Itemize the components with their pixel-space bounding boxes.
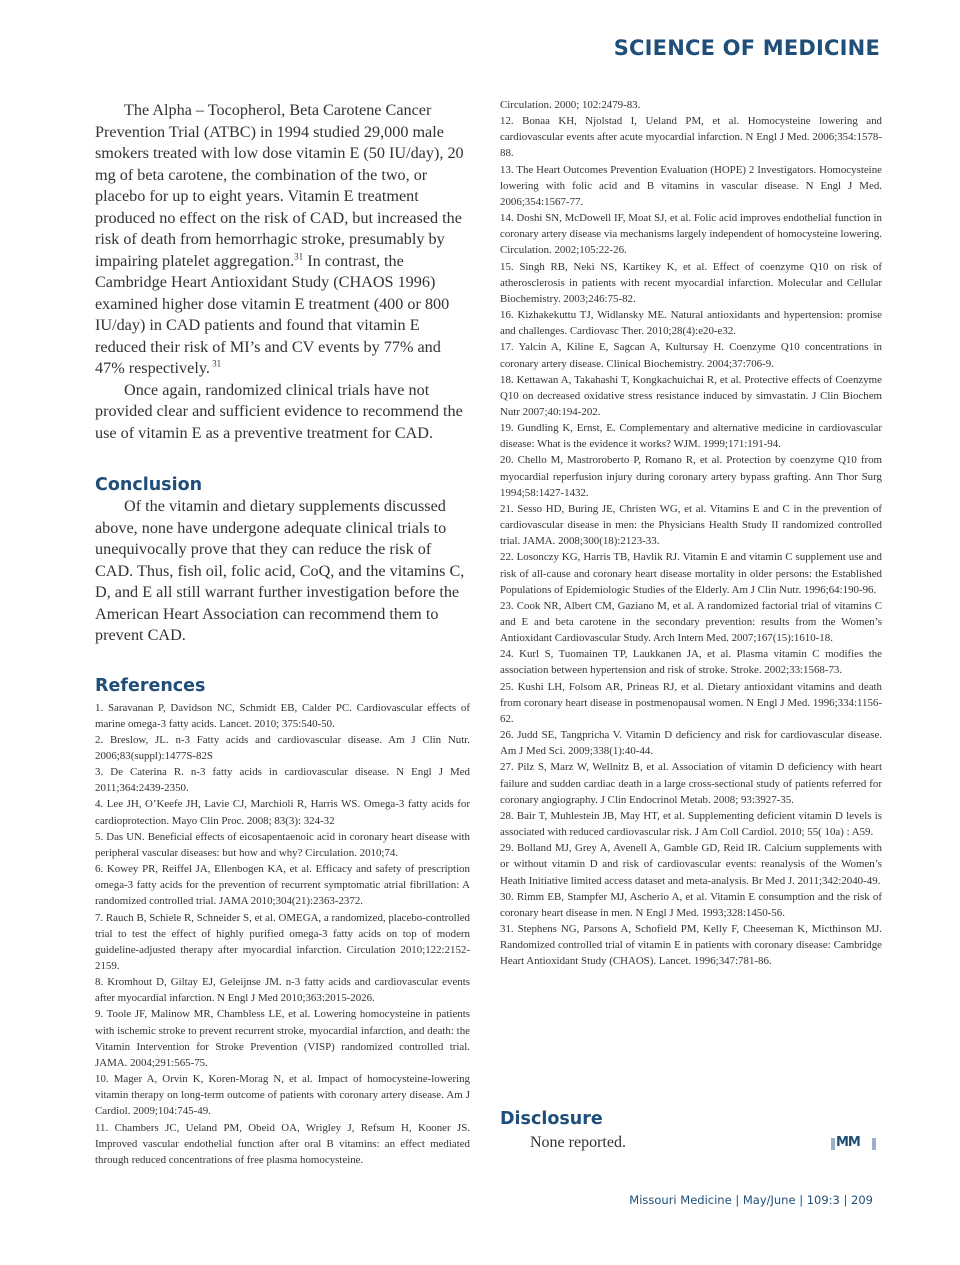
reference-item: 26. Judd SE, Tangpricha V. Vitamin D deficiency and risk for cardiovascular disease. Am J Med Sci. 2009;338(1):40-44. xyxy=(500,729,882,758)
body-paragraph: Once again, randomized clinical trials have not provided clear and sufficient evidence to recommend the use of vitamin E as a preventive treatment for CAD. xyxy=(95,380,463,442)
missouri-medicine-logo: MM xyxy=(836,1135,860,1150)
reference-item: 7. Rauch B, Schiele R, Schneider S, et al. OMEGA, a randomized, placebo-controlled trial to test the effect of highly purified omega-3 fatty acids on top of modern guideline-adjusted therapy after myocardial infarction. Circulation 2010;122:2152-2159. xyxy=(95,911,470,972)
references-heading: References xyxy=(95,675,206,696)
reference-item: 11. Chambers JC, Ueland PM, Obeid OA, Wrigley J, Refsum H, Kooner JS. Improved vascular endothelial function after oral B vitamins: an effect mediated through reduced concentrations of free plasma homocysteine. xyxy=(95,1121,470,1166)
conclusion-paragraph: Of the vitamin and dietary supplements discussed above, none have undergone adequate clinical trials to unequivocally prove that they can reduce the risk of CAD. Thus, fish oil, folic acid, CoQ, and the vitamins C, D, and E all still warrant further investigation before the American Heart Association can recommend them to prevent CAD. xyxy=(95,497,465,644)
reference-item: 27. Pilz S, Marz W, Wellnitz B, et al. Association of vitamin D deficiency with heart failure and sudden cardiac death in a large cross-sectional study of patients referred for coronary angiography. J Clin Endocrinol Metab. 2008; 93:3927-35. xyxy=(500,761,882,806)
reference-item: 14. Doshi SN, McDowell IF, Moat SJ, et al. Folic acid improves endothelial function in coronary artery disease via mechanisms largely independent of homocysteine lowering. Circulation. 2002;105:22-26. xyxy=(500,212,882,257)
reference-item: 21. Sesso HD, Buring JE, Christen WG, et al. Vitamins E and C in the prevention of cardiovascular disease in men: the Physicians Health Study II randomized controlled trial. JAMA. 2008;300(18):2123-33. xyxy=(500,502,882,548)
reference-item: 30. Rimm EB, Stampfer MJ, Ascherio A, et al. Vitamin E consumption and the risk of coronary heart disease in men. N Engl J Med. 1993;328:1450-56. xyxy=(500,890,882,919)
reference-item: 25. Kushi LH, Folsom AR, Prineas RJ, et al. Dietary antioxidant vitamins and death from coronary heart disease in postmenopausal women. N Engl J Med. 1996;334:1156-62. xyxy=(500,680,882,725)
disclosure-text: None reported. xyxy=(530,1134,626,1151)
reference-item: 1. Saravanan P, Davidson NC, Schmidt EB, Calder PC. Cardiovascular effects of marine omega-3 fatty acids. Lancet. 2010; 375:540-50. xyxy=(95,701,470,730)
section-header: SCIENCE OF MEDICINE xyxy=(613,36,880,60)
reference-item: 16. Kizhakekuttu TJ, Widlansky ME. Natural antioxidants and hypertension: promise and challenges. Cardiovasc Ther. 2010;28(4):e20-e32. xyxy=(500,309,882,338)
disclosure-heading: Disclosure xyxy=(500,1109,603,1129)
reference-item: 4. Lee JH, O’Keefe JH, Lavie CJ, Marchioli R, Harris WS. Omega-3 fatty acids for cardioprotection. Mayo Clin Proc. 2008; 83(3): 324-32 xyxy=(95,798,470,827)
left-column xyxy=(95,100,470,1168)
reference-item: 17. Yalcin A, Kiline E, Sagcan A, Kultursay H. Coenzyme Q10 concentrations in coronary artery disease. Clinical Biochemistry. 2004;37:706-9. xyxy=(500,341,882,370)
paragraph-text: The Alpha – Tocopherol, Beta Carotene Cancer Prevention Trial (ATBC) in 1994 studied 29,000 male smokers treated with low dose vitamin E (50 IU/day), 20 mg of beta carotene, the combination of the two, or placebo for up to eight years. Vitamin E treatment produced no effect on the risk of CAD, but increased the risk of death from hemorrhagic stroke, presumably by impairing platelet aggregation. xyxy=(95,101,464,270)
reference-item: 5. Das UN. Beneficial effects of eicosapentaenoic acid in coronary heart disease with peripheral vascular diseases: but how and why? Circulation. 2010;74. xyxy=(95,830,470,859)
right-column xyxy=(500,97,882,969)
reference-item: 3. De Caterina R. n-3 fatty acids in cardiovascular disease. N Engl J Med 2011;364:2439-2350. xyxy=(95,766,470,795)
reference-item: 12. Bonaa KH, Njolstad I, Ueland PM, et al. Homocysteine lowering and cardiovascular events after acute myocardial infarction. N Engl J Med. 2006;354:1578-88. xyxy=(500,115,882,160)
paragraph-text: In contrast, the Cambridge Heart Antioxidant Study (CHAOS 1996) examined higher dose vitamin E treatment (400 or 800 IU/day) in CAD patients and found that vitamin E reduced their risk of MI’s and CV events by 77% and 47% respectively. xyxy=(95,251,450,377)
reference-item: 2. Breslow, JL. n-3 Fatty acids and cardiovascular disease. Am J Clin Nutr. 2006;83(suppl):1477S-82S xyxy=(95,733,470,762)
conclusion-heading: Conclusion xyxy=(95,475,203,495)
citation-superscript: 31 xyxy=(294,251,304,262)
reference-item: 19. Gundling K, Ernst, E. Complementary and alternative medicine in cardiovascular disease: What is the evidence it works? WJM. 1999;171:191-94. xyxy=(500,422,882,451)
logo-bar-left xyxy=(831,1138,835,1150)
reference-item: 31. Stephens NG, Parsons A, Schofield PM, Kelly F, Cheeseman K, Micthinson MJ. Randomized controlled trial of vitamin E in patients with coronary disease: Cambridge Heart Antioxidant Study (CHAOS). Lancet. 1996;347:781-86. xyxy=(500,922,882,968)
reference-item: 24. Kurl S, Tuomainen TP, Laukkanen JA, et al. Plasma vitamin C modifies the association between hypertension and risk of stroke. Stroke. 2002;33:1568-73. xyxy=(500,648,882,677)
disclosure-section xyxy=(500,1108,626,1153)
page-footer: Missouri Medicine | May/June | 109:3 | 209 xyxy=(629,1193,873,1207)
reference-item: 6. Kowey PR, Reiffel JA, Ellenbogen KA, et al. Efficacy and safety of prescription omega-3 fatty acids for the prevention of recurrent symptomatic atrial fibrillation: A randomized controlled trial. JAMA 2010;304(21):2363-2372. xyxy=(95,863,470,908)
reference-item: 9. Toole JF, Malinow MR, Chambless LE, et al. Lowering homocysteine in patients with ischemic stroke to prevent recurrent stroke, myocardial infarction, and death: the Vitamin Intervention for Stroke Prevention (VISP) randomized controlled trial. JAMA. 2004;291:565-75. xyxy=(95,1008,470,1069)
reference-item: 18. Kettawan A, Takahashi T, Kongkachuichai R, et al. Protective effects of Coenzyme Q10 on decreased oxidative stress resistance induced by simvastatin. J Clin Biochem Nutr 2007;40:194-202. xyxy=(500,373,882,418)
logo-bar-right xyxy=(872,1138,876,1150)
references-list-left xyxy=(95,700,470,1169)
reference-item: 29. Bolland MJ, Grey A, Avenell A, Gamble GD, Reid IR. Calcium supplements with or without vitamin D and risk of cardiovascular events: reanalysis of the Women’s Heath Initiative limited access dataset and meta-analysis. Br Med J. 2011;342:2040-49. xyxy=(500,842,882,887)
reference-item: 22. Losonczy KG, Harris TB, Havlik RJ. Vitamin E and vitamin C supplement use and risk of all-cause and coronary heart disease mortality in older persons: the Established Populations of Epidemiologic Studies of the Elderly. Am J Clin Nutr. 1996;64:190-96. xyxy=(500,551,882,596)
reference-item: 8. Kromhout D, Giltay EJ, Geleijnse JM. n-3 fatty acids and cardiovascular events after myocardial infarction. N Engl J Med 2010;363:2015-2026. xyxy=(95,976,470,1005)
citation-superscript: 31 xyxy=(209,358,222,369)
reference-item: 28. Bair T, Muhlestein JB, May HT, et al. Supplementing deficient vitamin D levels is associated with reduced cardiovascular risk. J Am Coll Cardiol. 2010; 55( 10a) : A59. xyxy=(500,809,882,839)
reference-item: 15. Singh RB, Neki NS, Kartikey K, et al. Effect of coenzyme Q10 on risk of atherosclerosis in patients with recent myocardial infarction. Molecular and Cellular Biochemistry. 2003;246:75-82. xyxy=(500,260,882,305)
reference-item: 20. Chello M, Mastroroberto P, Romano R, et al. Protection by coenzyme Q10 from myocardial reperfusion injury during coronary artery bypass grafting. Ann Thor Surg 1994;58:1427-1432. xyxy=(500,454,882,499)
reference-item: 23. Cook NR, Albert CM, Gaziano M, et al. A randomized factorial trial of vitamins C and E and beta carotene in the secondary prevention: results from the Women’s Antioxidant Cardiovascular Study. Arch Intern Med. 2007;167(15):1610-18. xyxy=(500,599,882,645)
body-paragraph xyxy=(95,100,470,380)
reference-item: 10. Mager A, Orvin K, Koren-Morag N, et al. Impact of homocysteine-lowering vitamin therapy on long-term outcome of patients with coronary artery disease. Am J Cardiol. 2009;104:745-49. xyxy=(95,1073,470,1118)
reference-item: 13. The Heart Outcomes Prevention Evaluation (HOPE) 2 Investigators. Homocysteine lowering with folic acid and B vitamins in vascular disease. N Engl J Med. 2006;354:1567-77. xyxy=(500,163,882,208)
reference-item: Circulation. 2000; 102:2479-83. xyxy=(500,99,641,111)
